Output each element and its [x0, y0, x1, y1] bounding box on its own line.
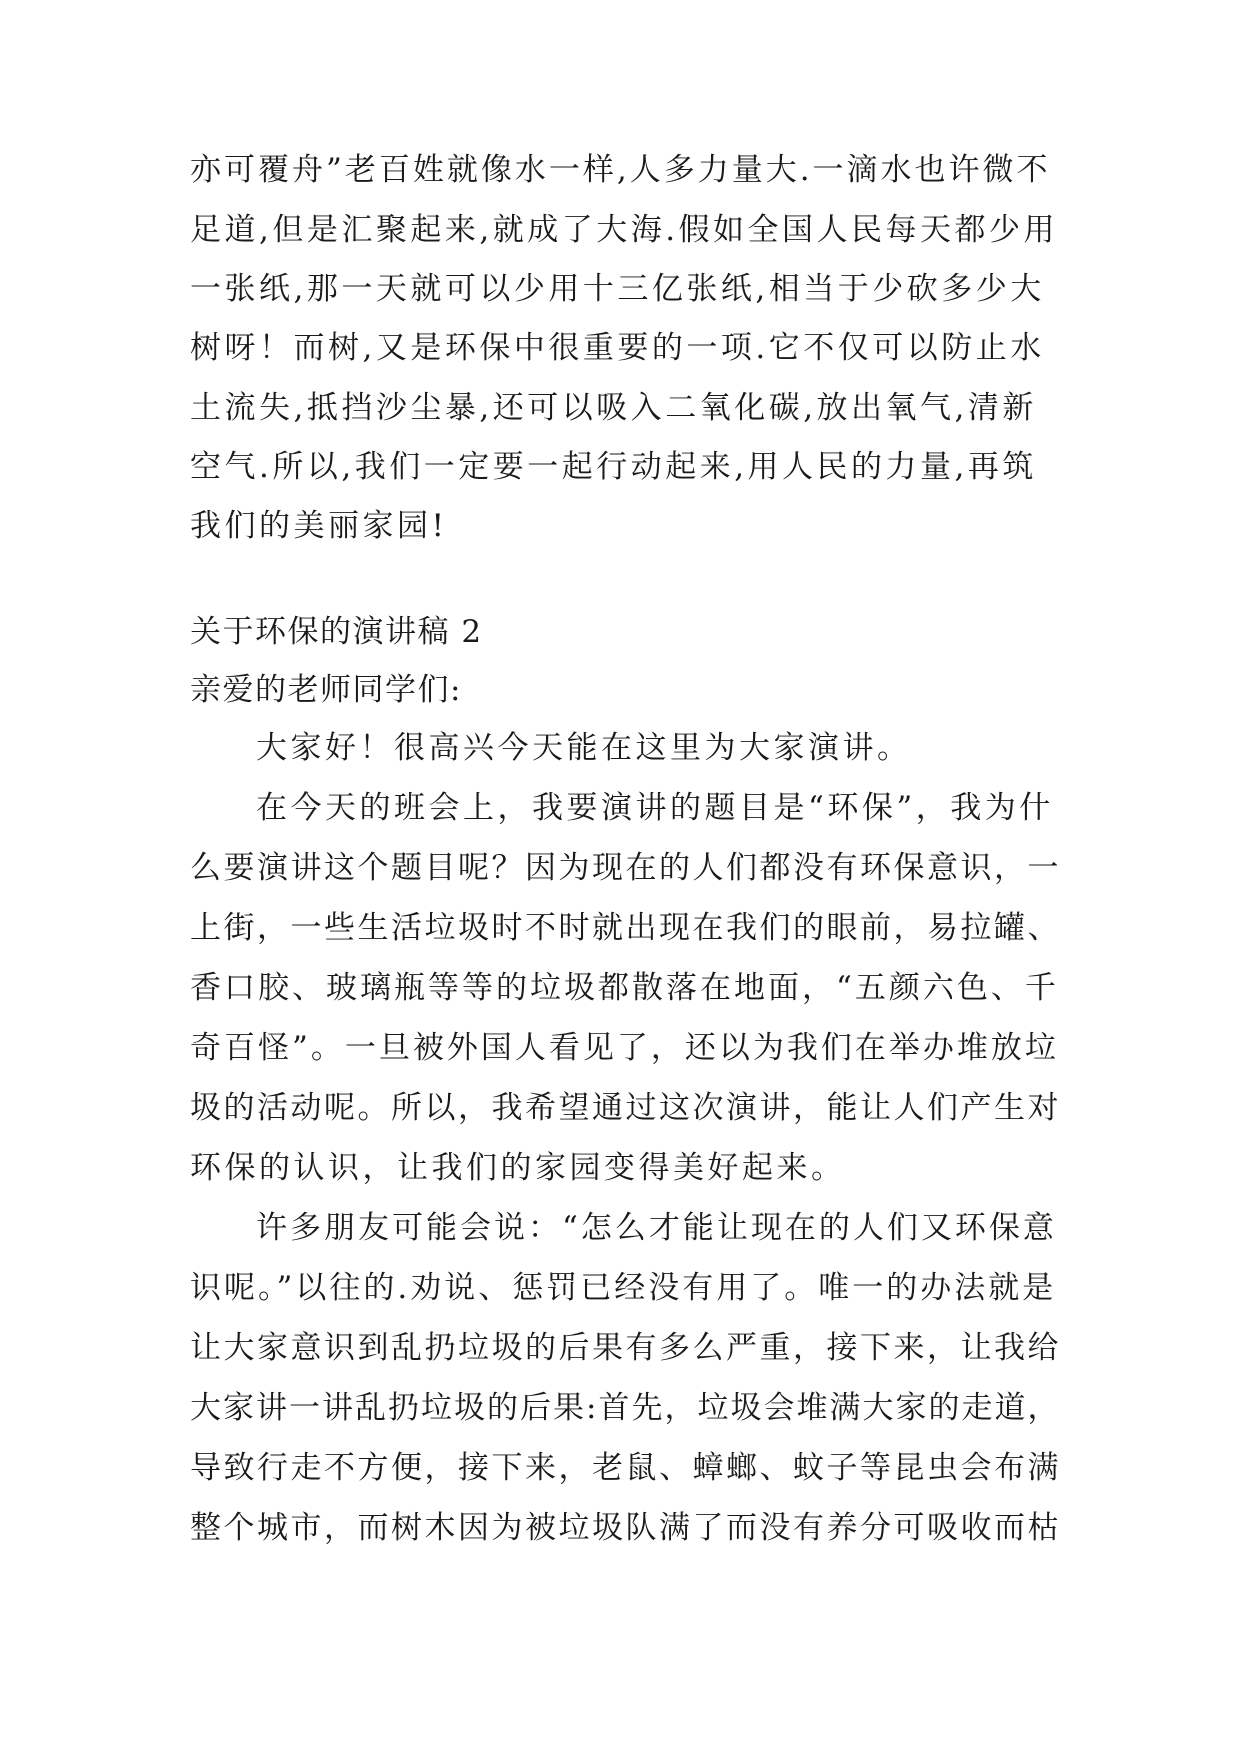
paragraph-line: 许多朋友可能会说：“怎么才能让现在的人们又环保意: [256, 1210, 1057, 1246]
paragraph-line: 大家讲一讲乱扔垃圾的后果:首先，垃圾会堆满大家的走道，: [190, 1390, 1061, 1426]
text-line: 亦可覆舟”老百姓就像水一样,人多力量大.一滴水也许微不: [190, 152, 1051, 188]
text-line: 一张纸,那一天就可以少用十三亿张纸,相当于少砍多少大: [190, 271, 1045, 307]
paragraph-line: 香口胶、玻璃瓶等等的垃圾都散落在地面，“五颜六色、千: [190, 970, 1059, 1006]
paragraph-line: 大家好！很高兴今天能在这里为大家演讲。: [256, 730, 912, 766]
paragraph-line: 在今天的班会上，我要演讲的题目是“环保”，我为什: [256, 790, 1054, 826]
paragraph-line: 环保的认识，让我们的家园变得美好起来。: [190, 1150, 846, 1186]
text-line: 空气.所以,我们一定要一起行动起来,用人民的力量,再筑: [190, 449, 1037, 485]
text-line: 土流失,抵挡沙尘暴,还可以吸入二氧化碳,放出氧气,清新: [190, 390, 1037, 426]
paragraph-line: 上街，一些生活垃圾时不时就出现在我们的眼前，易拉罐、: [190, 910, 1061, 946]
paragraph-line: 整个城市，而树木因为被垃圾队满了而没有养分可吸收而枯: [190, 1510, 1061, 1546]
section-title: 关于环保的演讲稿 2: [190, 614, 483, 650]
paragraph-line: 圾的活动呢。所以，我希望通过这次演讲，能让人们产生对: [190, 1090, 1061, 1126]
text-line: 足道,但是汇聚起来,就成了大海.假如全国人民每天都少用: [190, 212, 1059, 248]
paragraph-line: 奇百怪”。一旦被外国人看见了，还以为我们在举办堆放垃: [190, 1030, 1059, 1066]
paragraph-line: 导致行走不方便，接下来，老鼠、蟑螂、蚊子等昆虫会布满: [190, 1450, 1061, 1486]
paragraph-line: 识呢。”以往的.劝说、惩罚已经没有用了。唯一的办法就是: [190, 1270, 1057, 1306]
salutation: 亲爱的老师同学们:: [190, 672, 462, 708]
text-line: 我们的美丽家园!: [190, 508, 448, 544]
text-line: 树呀！而树,又是环保中很重要的一项.它不仅可以防止水: [190, 330, 1045, 366]
paragraph-line: 么要演讲这个题目呢？因为现在的人们都没有环保意识，一: [190, 850, 1061, 886]
paragraph-line: 让大家意识到乱扔垃圾的后果有多么严重，接下来，让我给: [190, 1330, 1061, 1366]
